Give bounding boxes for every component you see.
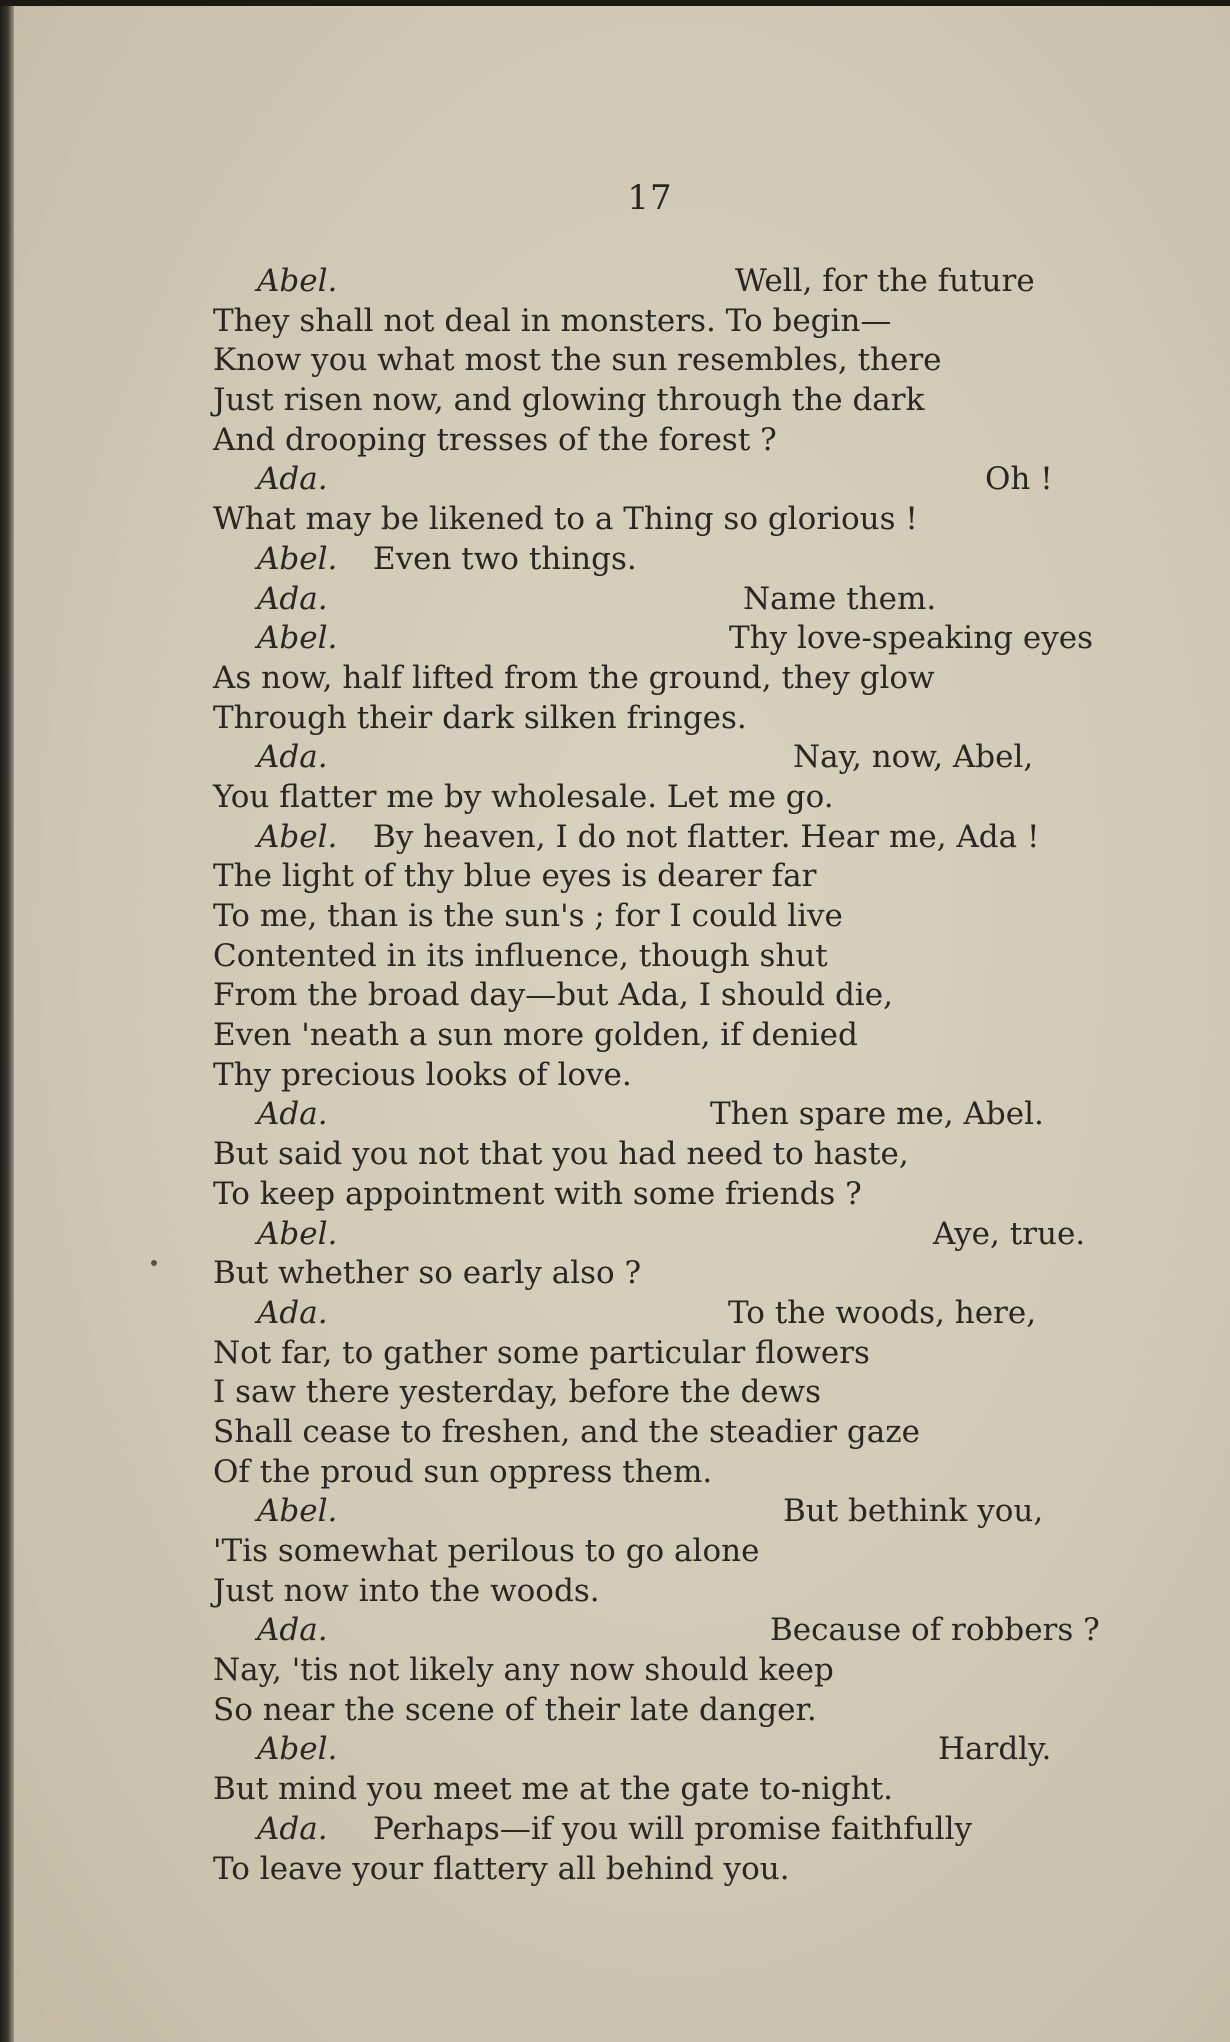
verse-line [213,421,1095,461]
speaker-name: Abel. [257,1493,338,1530]
line-text: From the broad day—but Ada, I should die, [213,977,893,1014]
line-text: Oh ! [985,461,1053,498]
verse-line [213,1016,1095,1056]
verse-line [213,1572,1095,1612]
line-text: Even 'neath a sun more golden, if denied [213,1017,858,1054]
ink-speck [151,1260,157,1266]
line-text: I saw there yesterday, before the dews [213,1374,822,1411]
speaker-name: Abel. [257,620,338,657]
verse-line [213,341,1095,381]
line-text: What may be likened to a Thing so glorious ! [213,501,918,538]
line-text: Know you what most the sun resembles, there [213,342,942,379]
line-text: The light of thy blue eyes is dearer far [213,858,817,895]
line-text: Through their dark silken fringes. [213,699,747,736]
line-text: To keep appointment with some friends ? [213,1175,862,1212]
verse-line [213,1254,1095,1294]
verse-line [213,1691,1095,1731]
line-text: You flatter me by wholesale. Let me go. [213,778,834,815]
verse-line [213,302,1095,342]
speaker-name: Ada. [257,1612,328,1649]
line-text: Then spare me, Abel. [710,1096,1044,1133]
verse-line [213,1810,1095,1850]
verse-line [213,937,1095,977]
verse-line [213,1413,1095,1453]
speaker-name: Ada. [257,739,328,776]
verse-line [213,381,1095,421]
verse-line [213,1453,1095,1493]
verse-line [213,1294,1095,1334]
line-text: Thy precious looks of love. [213,1056,632,1093]
line-text: By heaven, I do not flatter. Hear me, Ada ! [373,818,1040,855]
verse-line [213,738,1095,778]
line-text: So near the scene of their late danger. [213,1691,817,1728]
verse-line [213,500,1095,540]
line-text: To leave your flattery all behind you. [213,1850,790,1887]
speaker-name: Abel. [257,818,338,855]
line-text: But mind you meet me at the gate to-night. [213,1771,894,1808]
verse-line [213,976,1095,1016]
line-text: And drooping tresses of the forest ? [213,421,777,458]
verse-line [213,262,1095,302]
speaker-name: Abel. [257,1731,338,1768]
line-text: Even two things. [373,540,637,577]
verse-line [213,1850,1095,1890]
speaker-name: Abel. [257,263,338,299]
verse-line [213,580,1095,620]
verse-line [213,1611,1100,1651]
speaker-name: Abel. [257,540,338,577]
speaker-name: Ada. [257,461,328,498]
verse-line [213,1492,1095,1532]
line-text: Well, for the future [735,263,1035,299]
verse-line [213,857,1095,897]
line-text: But whether so early also ? [213,1255,642,1292]
line-text: But said you not that you had need to haste, [213,1136,909,1173]
speaker-name: Ada. [257,1294,328,1331]
verse-line [213,540,1095,580]
line-text: But bethink you, [783,1493,1044,1530]
line-text: Name them. [743,580,937,617]
line-text: Contented in its influence, though shut [213,937,828,974]
line-text: Perhaps—if you will promise faithfully [373,1810,973,1847]
line-text: Of the proud sun oppress them. [213,1453,713,1490]
line-text: To me, than is the sun's ; for I could live [213,898,843,934]
line-text: As now, half lifted from the ground, they glow [213,659,935,696]
line-text: They shall not deal in monsters. To begin— [213,302,892,339]
verse-text [213,262,1100,1889]
verse-line [213,1334,1095,1374]
verse-line [213,1532,1095,1572]
verse-line [213,818,1095,858]
verse-line [213,460,1095,500]
page-number: 17 [627,178,673,218]
verse-line [213,1135,1095,1175]
verse-line [213,1651,1095,1691]
line-text: 'Tis somewhat perilous to go alone [213,1533,760,1569]
line-text: Just risen now, and glowing through the dark [213,382,925,419]
line-text: Just now into the woods. [213,1572,600,1609]
verse-line [213,659,1095,699]
line-text: Hardly. [938,1731,1052,1768]
line-text: Because of robbers ? [770,1612,1100,1649]
line-text: Nay, 'tis not likely any now should keep [213,1652,834,1689]
verse-line [213,619,1095,659]
verse-line [213,1175,1095,1215]
line-text: Shall cease to freshen, and the steadier gaze [213,1413,920,1450]
verse-line [213,1730,1095,1770]
verse-line [213,1095,1095,1135]
speaker-name: Ada. [257,1810,328,1847]
speaker-name: Ada. [257,580,328,617]
verse-line [213,699,1095,739]
book-spine-edge [0,0,14,2042]
line-text: Nay, now, Abel, [793,739,1034,776]
verse-line [213,778,1095,818]
verse-line [213,897,1095,937]
verse-line [213,1770,1095,1810]
verse-line [213,1215,1095,1255]
speaker-name: Abel. [257,1215,338,1252]
verse-line [213,1373,1095,1413]
speaker-name: Ada. [257,1096,328,1133]
verse-line [213,1056,1095,1096]
line-text: Thy love-speaking eyes [729,620,1093,657]
line-text: To the woods, here, [728,1294,1037,1331]
top-edge-shadow [0,0,1230,6]
line-text: Aye, true. [933,1215,1086,1252]
line-text: Not far, to gather some particular flowers [213,1334,870,1371]
